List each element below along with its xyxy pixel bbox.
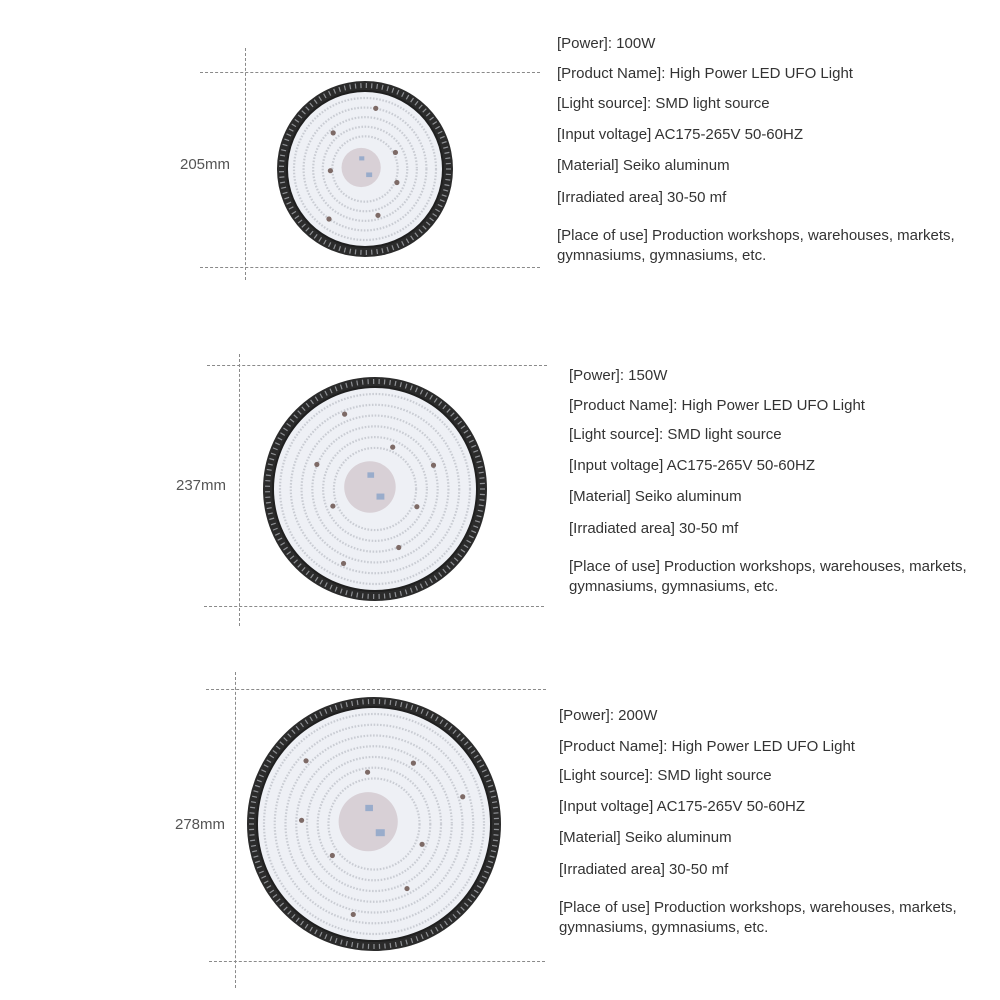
spec-list <box>559 706 999 938</box>
dimension-line-bottom <box>200 267 540 268</box>
spec-input-voltage: [Input voltage] AC175-265V 50-60HZ <box>557 126 803 143</box>
spec-light-source: [Light source]: SMD light source <box>557 95 770 112</box>
spec-material: [Material] Seiko aluminum <box>569 488 742 505</box>
dimension-line-vertical <box>245 48 246 280</box>
product-block-200w <box>0 660 1000 1000</box>
spec-product-name: [Product Name]: High Power LED UFO Light <box>559 738 855 755</box>
spec-power: [Power]: 200W <box>559 707 658 724</box>
dimension-line-vertical <box>239 354 240 626</box>
product-block-100w <box>0 0 1000 330</box>
dimension-label: 205mm <box>180 156 231 173</box>
spec-material: [Material] Seiko aluminum <box>559 829 732 846</box>
dimension-line-bottom <box>209 961 545 962</box>
dimension-label: 237mm <box>176 477 227 494</box>
spec-place-of-use: [Place of use] Production workshops, warehouses, markets, gymnasiums, gymnasiums, etc. <box>569 558 967 595</box>
ufo-light-image <box>276 80 454 258</box>
product-block-150w <box>0 330 1000 660</box>
dimension-line-top <box>206 689 546 690</box>
dimension-line-vertical <box>235 672 236 988</box>
ufo-light-image <box>262 376 488 602</box>
spec-irradiated-area: [Irradiated area] 30-50 mf <box>569 520 739 537</box>
spec-list <box>569 366 1000 597</box>
spec-place-of-use: [Place of use] Production workshops, warehouses, markets, gymnasiums, gymnasiums, etc. <box>557 227 955 264</box>
spec-irradiated-area: [Irradiated area] 30-50 mf <box>559 861 729 878</box>
spec-material: [Material] Seiko aluminum <box>557 157 730 174</box>
dimension-line-top <box>207 365 547 366</box>
spec-irradiated-area: [Irradiated area] 30-50 mf <box>557 189 727 206</box>
dimension-line-bottom <box>204 606 544 607</box>
spec-list <box>557 34 997 266</box>
spec-product-name: [Product Name]: High Power LED UFO Light <box>557 65 853 82</box>
spec-power: [Power]: 150W <box>569 367 668 384</box>
spec-input-voltage: [Input voltage] AC175-265V 50-60HZ <box>559 798 805 815</box>
spec-place-of-use: [Place of use] Production workshops, warehouses, markets, gymnasiums, gymnasiums, etc. <box>559 899 957 936</box>
spec-product-name: [Product Name]: High Power LED UFO Light <box>569 397 865 414</box>
spec-light-source: [Light source]: SMD light source <box>559 767 772 784</box>
spec-light-source: [Light source]: SMD light source <box>569 426 782 443</box>
spec-power: [Power]: 100W <box>557 35 656 52</box>
spec-input-voltage: [Input voltage] AC175-265V 50-60HZ <box>569 457 815 474</box>
dimension-label: 278mm <box>175 816 226 833</box>
dimension-line-top <box>200 72 540 73</box>
ufo-light-image <box>246 696 502 952</box>
